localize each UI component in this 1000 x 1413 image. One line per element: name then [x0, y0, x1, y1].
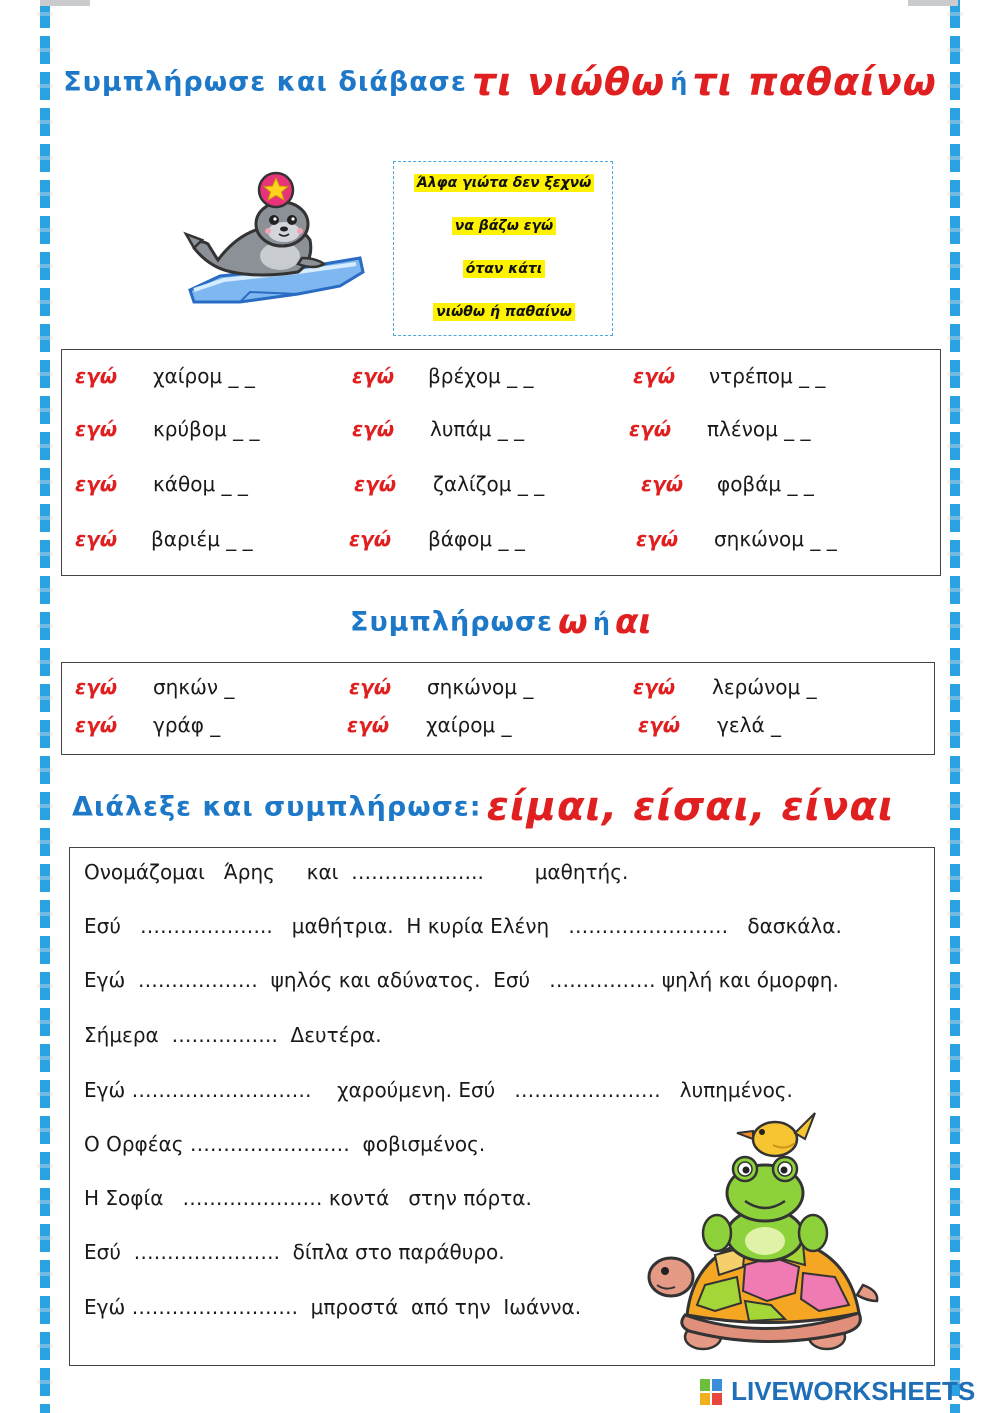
- section3-heading: [72, 784, 894, 830]
- section3-options: είμαι, είσαι, είναι: [486, 784, 895, 830]
- section2-red-1: ω: [558, 602, 588, 642]
- title-red-2: τι παθαίνω: [692, 60, 937, 104]
- pronoun-ego: εγώ: [75, 675, 118, 699]
- rule-box: [393, 161, 613, 336]
- rule-line: Άλφα γιώτα δεν ξεχνώ: [394, 172, 614, 191]
- rule-line: να βάζω εγώ: [394, 215, 614, 234]
- title-red-1: τι νιώθω: [471, 60, 666, 104]
- section2-prefix: Συμπλήρωσε: [350, 606, 554, 638]
- pronoun-ego: εγώ: [633, 364, 676, 388]
- blank-word[interactable]: κάθομ _ _: [153, 472, 248, 496]
- pronoun-ego: εγώ: [641, 472, 684, 496]
- title-prefix: Συμπλήρωσε και διάβασε: [63, 66, 467, 98]
- blank-word[interactable]: ζαλίζομ _ _: [433, 472, 545, 496]
- top-left-corner-mark: [40, 0, 90, 6]
- section3-prefix: Διάλεξε και συμπλήρωσε:: [72, 791, 482, 823]
- pronoun-ego: εγώ: [354, 472, 397, 496]
- pronoun-ego: εγώ: [352, 364, 395, 388]
- section2-or: ή: [592, 608, 610, 636]
- turtle-frog-bird-illustration: [645, 1105, 885, 1360]
- pronoun-ego: εγώ: [349, 675, 392, 699]
- blank-word[interactable]: βρέχομ _ _: [428, 364, 534, 388]
- pronoun-ego: εγώ: [352, 417, 395, 441]
- exercise2-box: [61, 662, 935, 755]
- sentence-line[interactable]: Ο Ορφέας …………………… φοβισμένος.: [84, 1132, 486, 1156]
- blank-word[interactable]: ντρέπομ _ _: [709, 364, 826, 388]
- pronoun-ego: εγώ: [75, 417, 118, 441]
- title-or: ή: [670, 68, 688, 96]
- blank-word[interactable]: φοβάμ _ _: [717, 472, 814, 496]
- blank-word[interactable]: βαριέμ _ _: [151, 527, 253, 551]
- sentence-line[interactable]: Ονομάζομαι Άρης και ……………….. μαθητής.: [84, 860, 629, 884]
- blank-word[interactable]: λερώνομ _: [712, 675, 817, 699]
- section2-red-2: αι: [615, 602, 652, 642]
- pronoun-ego: εγώ: [636, 527, 679, 551]
- liveworksheets-logo[interactable]: [700, 1376, 975, 1407]
- blank-word[interactable]: χαίρομ _: [426, 713, 512, 737]
- top-right-corner-mark: [908, 0, 958, 6]
- blank-word[interactable]: λυπάμ _ _: [430, 417, 525, 441]
- blank-word[interactable]: σηκώνομ _ _: [714, 527, 837, 551]
- sentence-line[interactable]: Εγώ ……………………. μπροστά από την Ιωάννα.: [84, 1295, 582, 1319]
- blank-word[interactable]: πλένομ _ _: [707, 417, 811, 441]
- pronoun-ego: εγώ: [75, 364, 118, 388]
- sentence-line[interactable]: Εγώ ……………… ψηλός και αδύνατος. Εσύ ……………. ψηλή και όμορφη.: [84, 968, 839, 992]
- pronoun-ego: εγώ: [638, 713, 681, 737]
- sentence-line[interactable]: Εσύ ……………….. μαθήτρια. Η κυρία Ελένη …………………… δασκάλα.: [84, 914, 842, 938]
- seal-illustration: [180, 168, 370, 313]
- pronoun-ego: εγώ: [75, 527, 118, 551]
- exercise1-box: [61, 349, 941, 576]
- blank-word[interactable]: σηκών _: [153, 675, 235, 699]
- sentence-line[interactable]: Η Σοφία ………………… κοντά στην πόρτα.: [84, 1186, 532, 1210]
- pronoun-ego: εγώ: [75, 713, 118, 737]
- pronoun-ego: εγώ: [629, 417, 672, 441]
- rule-line: νιώθω ή παθαίνω: [394, 301, 614, 320]
- blank-word[interactable]: σηκώνομ _: [427, 675, 534, 699]
- liveworksheets-logo-text: LIVEWORKSHEETS: [731, 1376, 976, 1406]
- pronoun-ego: εγώ: [347, 713, 390, 737]
- rule-line: όταν κάτι: [394, 258, 614, 277]
- right-dashed-border: [950, 0, 960, 1413]
- blank-word[interactable]: γελά _: [717, 713, 782, 737]
- blank-word[interactable]: κρύβομ _ _: [153, 417, 260, 441]
- sentence-line[interactable]: Εγώ ……………………… χαρούμενη. Εσύ …………………. λυπημένος.: [84, 1078, 793, 1102]
- liveworksheets-logo-icon: [700, 1379, 722, 1405]
- page-title: [0, 60, 1000, 104]
- pronoun-ego: εγώ: [633, 675, 676, 699]
- left-dashed-border: [40, 0, 50, 1413]
- section2-heading: [350, 602, 652, 642]
- sentence-line[interactable]: Σήμερα ……………. Δευτέρα.: [84, 1023, 382, 1047]
- pronoun-ego: εγώ: [75, 472, 118, 496]
- sentence-line[interactable]: Εσύ …………………. δίπλα στο παράθυρο.: [84, 1240, 505, 1264]
- blank-word[interactable]: χαίρομ _ _: [153, 364, 255, 388]
- blank-word[interactable]: γράφ _: [153, 713, 221, 737]
- blank-word[interactable]: βάφομ _ _: [428, 527, 525, 551]
- pronoun-ego: εγώ: [349, 527, 392, 551]
